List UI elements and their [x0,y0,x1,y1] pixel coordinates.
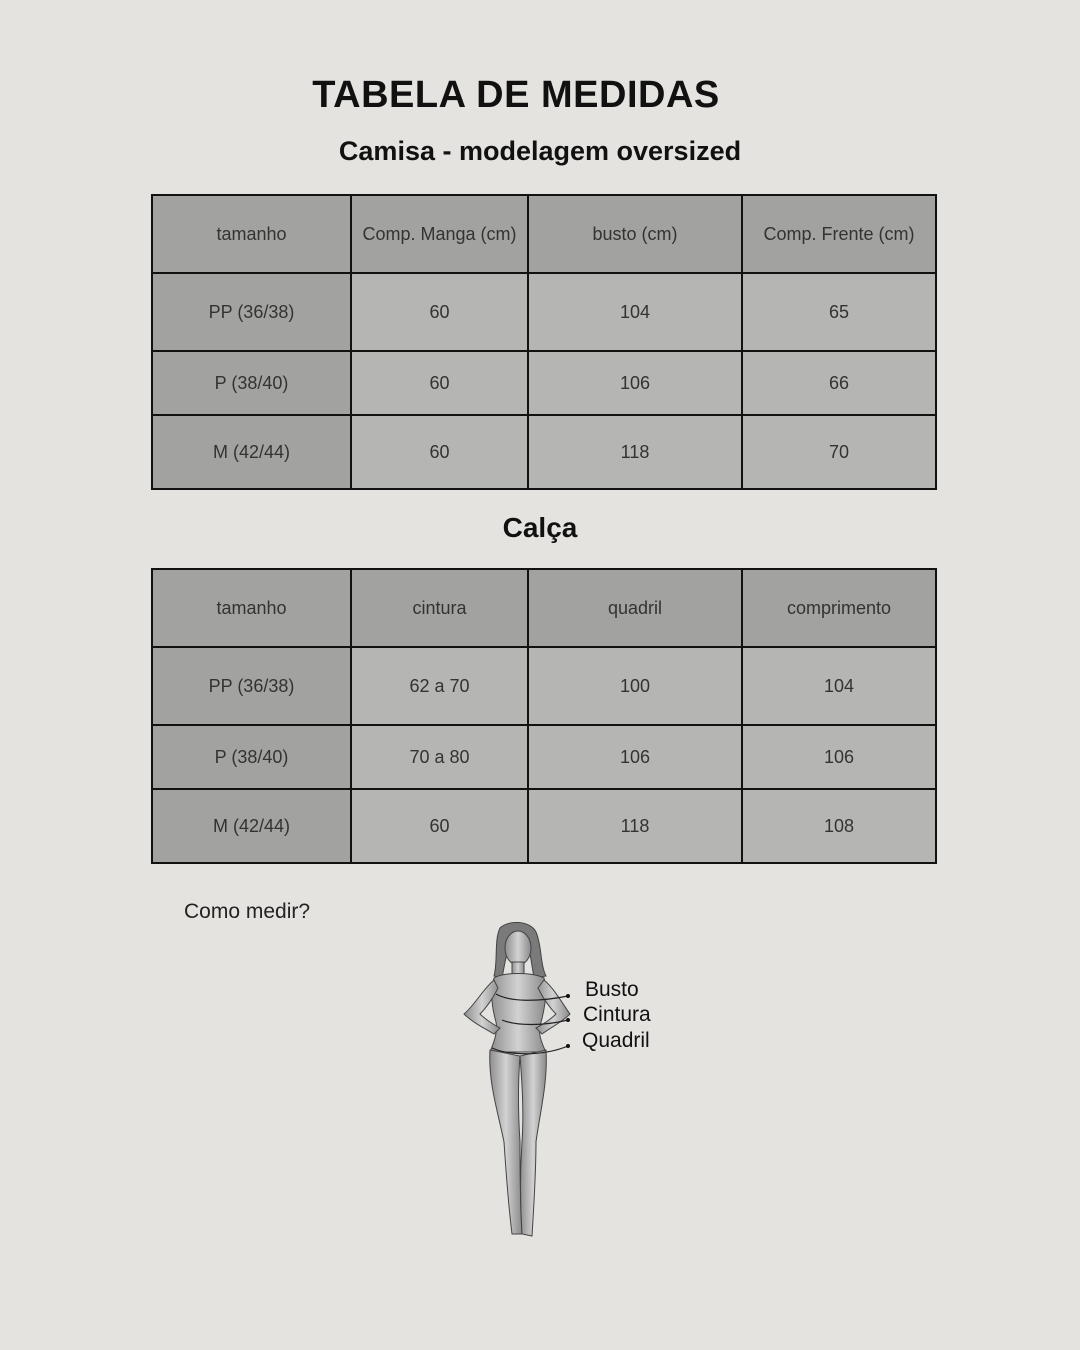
table-header-row [152,569,936,647]
table-cell: 70 [742,415,936,489]
column-header: tamanho [152,569,351,647]
size-cell: P (38/40) [152,725,351,789]
column-header: quadril [528,569,742,647]
pants-size-table [151,568,937,864]
size-cell: M (42/44) [152,415,351,489]
size-cell: PP (36/38) [152,273,351,351]
table-cell: 108 [742,789,936,863]
cintura-label: Cintura [583,1003,651,1026]
table-row [152,273,936,351]
table-row [152,415,936,489]
quadril-label: Quadril [582,1029,650,1052]
table-cell: 106 [742,725,936,789]
table-cell: 106 [528,351,742,415]
table-row [152,647,936,725]
page-title: TABELA DE MEDIDAS [312,74,720,116]
column-header: Comp. Manga (cm) [351,195,528,273]
busto-label: Busto [585,978,639,1001]
table-cell: 60 [351,789,528,863]
table-cell: 104 [742,647,936,725]
table-cell: 60 [351,273,528,351]
column-header: comprimento [742,569,936,647]
table-cell: 65 [742,273,936,351]
table-cell: 118 [528,789,742,863]
table-cell: 66 [742,351,936,415]
table-header-row [152,195,936,273]
table-cell: 100 [528,647,742,725]
size-cell: PP (36/38) [152,647,351,725]
column-header: busto (cm) [528,195,742,273]
shirt-size-table [151,194,937,490]
column-header: tamanho [152,195,351,273]
table-row [152,725,936,789]
pants-section-title: Calça [502,512,578,543]
how-to-measure-label: Como medir? [184,900,311,923]
size-cell: P (38/40) [152,351,351,415]
table-cell: 106 [528,725,742,789]
table-cell: 70 a 80 [351,725,528,789]
table-row [152,351,936,415]
table-cell: 62 a 70 [351,647,528,725]
table-cell: 60 [351,415,528,489]
shirt-section-title: Camisa - modelagem oversized [338,136,742,166]
size-cell: M (42/44) [152,789,351,863]
column-header: cintura [351,569,528,647]
table-row [152,789,936,863]
table-cell: 118 [528,415,742,489]
body-figure-icon [450,922,580,1247]
table-cell: 60 [351,351,528,415]
column-header: Comp. Frente (cm) [742,195,936,273]
table-cell: 104 [528,273,742,351]
